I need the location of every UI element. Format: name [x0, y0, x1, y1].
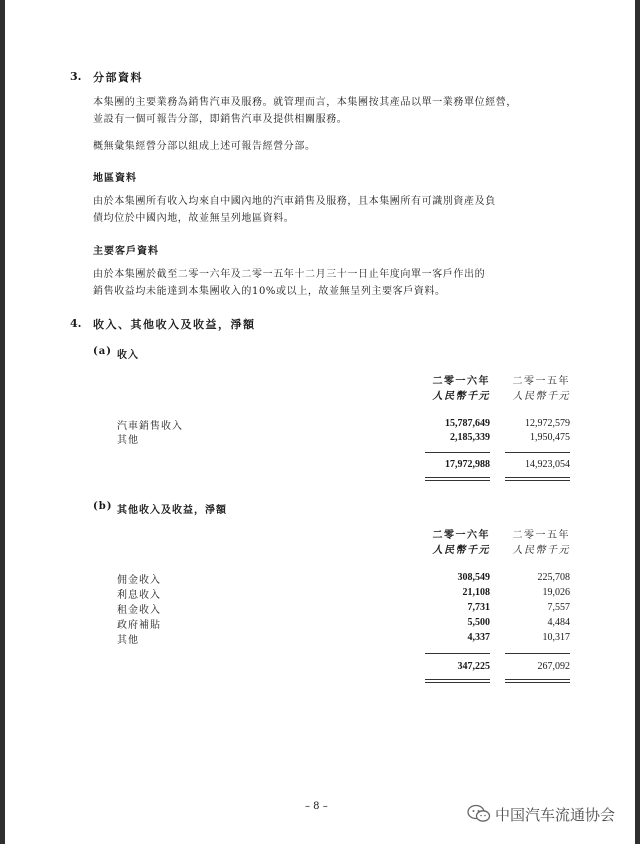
other-income-row-2015: 7,557 [547, 602, 570, 613]
other-income-row-2016: 308,549 [457, 572, 490, 583]
watermark-text: 中国汽车流通协会 [495, 806, 616, 824]
section-4-title: 收入、其他收入及收益，淨額 [93, 318, 256, 331]
column-header-2016 [410, 374, 490, 404]
other-income-row-2015: 4,484 [547, 617, 570, 628]
revenue-row-2015: 12,972,579 [525, 418, 570, 429]
geographic-info-paragraph [93, 193, 583, 227]
subtotal-rule [425, 653, 490, 654]
page-number: – 8 – [305, 801, 328, 812]
other-income-row-2015: 19,026 [542, 587, 570, 598]
column-header-2016 [410, 528, 490, 558]
total-double-rule [425, 679, 490, 683]
total-double-rule [425, 477, 490, 481]
subtotal-rule [505, 452, 570, 453]
column-currency: 人民幣千元 [512, 391, 570, 402]
column-currency: 人民幣千元 [432, 545, 490, 556]
column-year: 二零一五年 [512, 376, 570, 387]
other-income-row-2016: 4,337 [467, 632, 490, 643]
para-line: 由於本集團所有收入均來自中國內地的汽車銷售及服務，且本集團所有可識別資產及負 [93, 196, 496, 207]
wechat-icon [467, 804, 491, 824]
column-year: 二零一六年 [432, 530, 490, 541]
revenue-row-2016: 2,185,339 [450, 432, 490, 443]
subtotal-rule [505, 653, 570, 654]
other-income-row-2015: 10,317 [542, 632, 570, 643]
column-header-2015 [490, 528, 570, 558]
section-4-number: 4. [70, 317, 82, 330]
total-double-rule [505, 477, 570, 481]
other-income-row-label: 佣金收入 [117, 575, 161, 586]
revenue-row-label: 汽車銷售收入 [117, 421, 183, 432]
other-income-row-label: 政府補貼 [117, 620, 161, 631]
column-year: 二零一五年 [512, 530, 570, 541]
major-customer-paragraph [93, 266, 583, 300]
subtotal-rule [425, 452, 490, 453]
subsection-a-label: (a) [93, 346, 112, 357]
para-line: 由於本集團於截至二零一六年及二零一五年十二月三十一日止年度向單一客戶作出的 [93, 269, 486, 280]
revenue-row-2015: 1,950,475 [530, 432, 570, 443]
revenue-row-2016: 15,787,649 [445, 418, 490, 429]
section-3-title: 分部資料 [93, 71, 143, 84]
subsection-b-title: 其他收入及收益，淨額 [117, 505, 227, 516]
document-page [5, 0, 635, 844]
other-income-row-label: 利息收入 [117, 590, 161, 601]
other-income-row-label: 其他 [117, 635, 139, 646]
para-line: 銷售收益均未能達到本集團收入的10%或以上，故並無呈列主要客戶資料。 [93, 286, 446, 297]
para-line: 本集團的主要業務為銷售汽車及服務。就管理而言，本集團按其產品以單一業務單位經營， [93, 97, 517, 108]
revenue-total-2016: 17,972,988 [445, 459, 490, 470]
subsection-a-title: 收入 [117, 350, 139, 361]
revenue-total-2015: 14,923,054 [525, 459, 570, 470]
column-currency: 人民幣千元 [512, 545, 570, 556]
total-double-rule [505, 679, 570, 683]
column-currency: 人民幣千元 [432, 391, 490, 402]
column-header-2015 [490, 374, 570, 404]
revenue-row-label: 其他 [117, 435, 139, 446]
subsection-b-label: (b) [93, 501, 113, 512]
para-line: 債均位於中國內地，故並無呈列地區資料。 [93, 213, 295, 224]
section-3-paragraph-2: 概無彙集經營分部以組成上述可報告經營分部。 [93, 141, 316, 152]
section-3-paragraph-1 [93, 94, 583, 128]
section-3-number: 3. [70, 70, 82, 83]
other-income-row-label: 租金收入 [117, 605, 161, 616]
column-year: 二零一六年 [432, 376, 490, 387]
geographic-info-title: 地區資料 [93, 173, 137, 184]
other-income-total-2015: 267,092 [537, 661, 570, 672]
major-customer-title: 主要客戶資料 [93, 246, 159, 257]
other-income-row-2016: 21,108 [462, 587, 490, 598]
para-line: 並設有一個可報告分部，即銷售汽車及提供相關服務。 [93, 114, 348, 125]
other-income-row-2016: 5,500 [467, 617, 490, 628]
other-income-row-2016: 7,731 [467, 602, 490, 613]
other-income-row-2015: 225,708 [537, 572, 570, 583]
other-income-total-2016: 347,225 [457, 661, 490, 672]
